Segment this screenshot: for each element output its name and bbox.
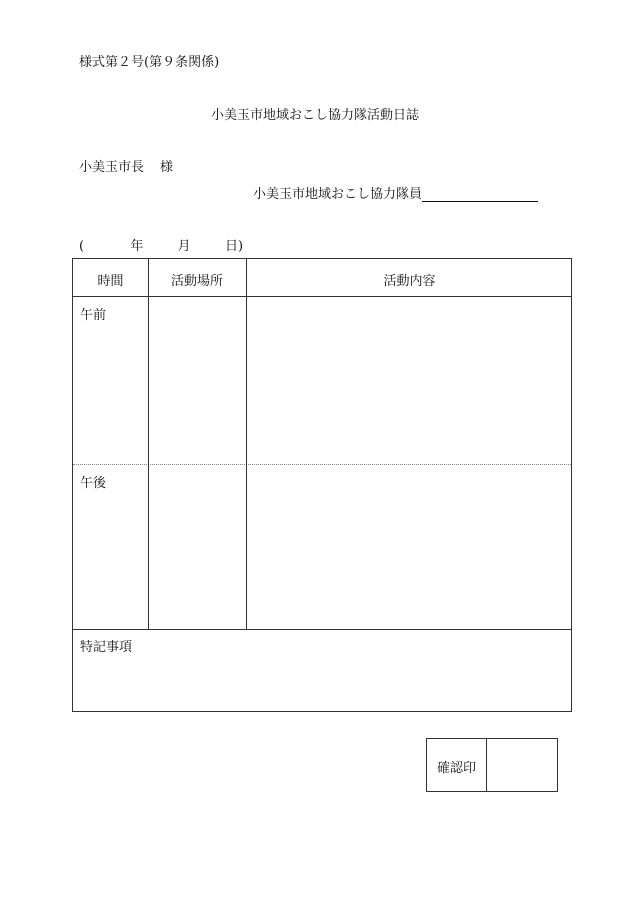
row-morning-label: 午前 bbox=[80, 308, 107, 323]
addressee-name: 小美玉市長 bbox=[79, 160, 145, 175]
year-label: 年 bbox=[130, 239, 144, 254]
confirmation-stamp-box bbox=[426, 738, 558, 792]
confirmation-stamp-cell[interactable] bbox=[487, 739, 557, 791]
month-label: 月 bbox=[177, 239, 191, 254]
activity-log-table bbox=[72, 258, 572, 712]
morning-content-cell[interactable] bbox=[247, 297, 572, 464]
header-place: 活動場所 bbox=[170, 274, 223, 289]
afternoon-place-cell[interactable] bbox=[149, 465, 246, 629]
confirmation-label: 確認印 bbox=[436, 761, 476, 776]
form-number: 様式第２号(第９条関係) bbox=[79, 55, 220, 70]
notes-cell[interactable] bbox=[74, 654, 571, 710]
notes-label: 特記事項 bbox=[80, 640, 133, 655]
afternoon-content-cell[interactable] bbox=[247, 465, 572, 629]
member-label: 小美玉市地域おこし協力隊員 bbox=[253, 187, 423, 202]
notes-divider bbox=[73, 629, 571, 630]
day-label: 日) bbox=[224, 239, 244, 254]
date-line bbox=[79, 235, 243, 254]
member-signature-line bbox=[253, 183, 538, 202]
addressee-honorific: 様 bbox=[160, 160, 174, 175]
date-open-paren: ( bbox=[79, 239, 85, 254]
morning-place-cell[interactable] bbox=[149, 297, 246, 464]
header-content: 活動内容 bbox=[383, 274, 436, 289]
member-name-field[interactable] bbox=[422, 186, 538, 202]
header-time: 時間 bbox=[97, 274, 124, 289]
row-afternoon-label: 午後 bbox=[80, 476, 107, 491]
addressee bbox=[79, 156, 173, 175]
document-title: 小美玉市地域おこし協力隊活動日誌 bbox=[210, 108, 419, 123]
